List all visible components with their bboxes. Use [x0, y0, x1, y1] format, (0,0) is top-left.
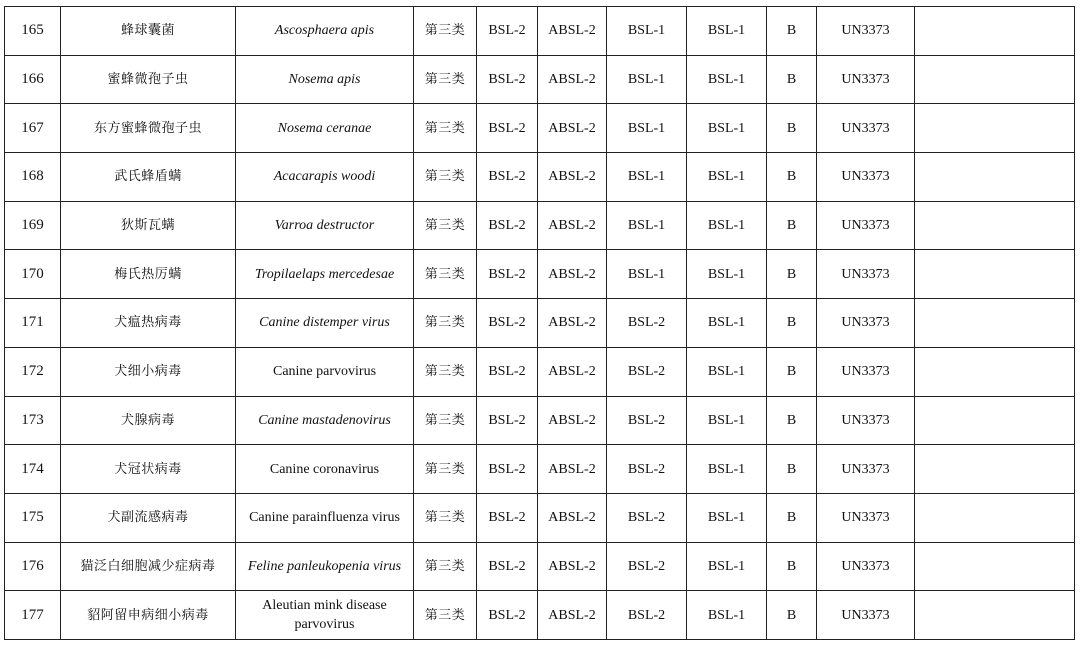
cell-animal-lab-level: ABSL-2 — [538, 493, 607, 542]
cell-level-3: BSL-2 — [607, 493, 687, 542]
cell-level-4: BSL-1 — [687, 7, 767, 56]
cell-transport-class: B — [767, 347, 817, 396]
cell-number: 174 — [5, 445, 61, 494]
cell-number: 173 — [5, 396, 61, 445]
cell-transport-class: B — [767, 7, 817, 56]
cell-level-4: BSL-1 — [687, 493, 767, 542]
cell-animal-lab-level: ABSL-2 — [538, 445, 607, 494]
cell-scientific-name: Canine parainfluenza virus — [236, 493, 414, 542]
cell-chinese-name: 猫泛白细胞减少症病毒 — [61, 542, 236, 591]
cell-chinese-name: 犬瘟热病毒 — [61, 299, 236, 348]
table-row — [5, 250, 1075, 299]
cell-category: 第三类 — [414, 445, 477, 494]
cell-level-3: BSL-2 — [607, 445, 687, 494]
cell-remarks — [915, 347, 1075, 396]
cell-chinese-name: 蜂球囊菌 — [61, 7, 236, 56]
cell-number: 171 — [5, 299, 61, 348]
cell-chinese-name: 犬细小病毒 — [61, 347, 236, 396]
cell-chinese-name: 蜜蜂微孢子虫 — [61, 55, 236, 104]
cell-animal-lab-level: ABSL-2 — [538, 55, 607, 104]
cell-lab-level: BSL-2 — [477, 493, 538, 542]
cell-level-4: BSL-1 — [687, 55, 767, 104]
table-row — [5, 7, 1075, 56]
pathogen-table — [4, 6, 1075, 640]
cell-level-3: BSL-2 — [607, 347, 687, 396]
cell-number: 168 — [5, 153, 61, 202]
cell-un-number: UN3373 — [817, 250, 915, 299]
cell-transport-class: B — [767, 153, 817, 202]
cell-level-4: BSL-1 — [687, 542, 767, 591]
cell-scientific-name: Canine parvovirus — [236, 347, 414, 396]
cell-chinese-name: 梅氏热厉螨 — [61, 250, 236, 299]
cell-level-4: BSL-1 — [687, 396, 767, 445]
cell-level-4: BSL-1 — [687, 201, 767, 250]
table-row — [5, 493, 1075, 542]
cell-remarks — [915, 7, 1075, 56]
cell-lab-level: BSL-2 — [477, 55, 538, 104]
cell-un-number: UN3373 — [817, 299, 915, 348]
cell-category: 第三类 — [414, 55, 477, 104]
cell-level-3: BSL-1 — [607, 250, 687, 299]
cell-level-4: BSL-1 — [687, 347, 767, 396]
cell-chinese-name: 东方蜜蜂微孢子虫 — [61, 104, 236, 153]
table-row — [5, 104, 1075, 153]
cell-lab-level: BSL-2 — [477, 591, 538, 640]
cell-scientific-name: Canine mastadenovirus — [236, 396, 414, 445]
cell-remarks — [915, 396, 1075, 445]
cell-transport-class: B — [767, 445, 817, 494]
cell-remarks — [915, 104, 1075, 153]
cell-transport-class: B — [767, 55, 817, 104]
cell-level-4: BSL-1 — [687, 591, 767, 640]
cell-scientific-name: Nosema apis — [236, 55, 414, 104]
cell-chinese-name: 貂阿留申病细小病毒 — [61, 591, 236, 640]
cell-number: 170 — [5, 250, 61, 299]
cell-animal-lab-level: ABSL-2 — [538, 347, 607, 396]
cell-scientific-name: Feline panleukopenia virus — [236, 542, 414, 591]
cell-category: 第三类 — [414, 347, 477, 396]
cell-level-4: BSL-1 — [687, 153, 767, 202]
cell-number: 172 — [5, 347, 61, 396]
table-row — [5, 396, 1075, 445]
cell-transport-class: B — [767, 250, 817, 299]
cell-scientific-name: Canine coronavirus — [236, 445, 414, 494]
cell-animal-lab-level: ABSL-2 — [538, 104, 607, 153]
cell-scientific-name: Canine distemper virus — [236, 299, 414, 348]
cell-level-3: BSL-2 — [607, 299, 687, 348]
cell-level-3: BSL-1 — [607, 7, 687, 56]
table-row — [5, 591, 1075, 640]
cell-category: 第三类 — [414, 7, 477, 56]
cell-animal-lab-level: ABSL-2 — [538, 201, 607, 250]
table-row — [5, 299, 1075, 348]
cell-animal-lab-level: ABSL-2 — [538, 7, 607, 56]
cell-transport-class: B — [767, 104, 817, 153]
cell-category: 第三类 — [414, 153, 477, 202]
cell-level-4: BSL-1 — [687, 250, 767, 299]
cell-un-number: UN3373 — [817, 396, 915, 445]
cell-level-3: BSL-2 — [607, 542, 687, 591]
cell-animal-lab-level: ABSL-2 — [538, 153, 607, 202]
cell-un-number: UN3373 — [817, 347, 915, 396]
cell-level-4: BSL-1 — [687, 299, 767, 348]
cell-transport-class: B — [767, 396, 817, 445]
cell-lab-level: BSL-2 — [477, 7, 538, 56]
table-row — [5, 201, 1075, 250]
cell-level-4: BSL-1 — [687, 445, 767, 494]
table-row — [5, 153, 1075, 202]
cell-lab-level: BSL-2 — [477, 153, 538, 202]
cell-lab-level: BSL-2 — [477, 347, 538, 396]
cell-category: 第三类 — [414, 493, 477, 542]
cell-scientific-name: Nosema ceranae — [236, 104, 414, 153]
cell-level-3: BSL-2 — [607, 396, 687, 445]
cell-level-4: BSL-1 — [687, 104, 767, 153]
cell-lab-level: BSL-2 — [477, 299, 538, 348]
cell-remarks — [915, 55, 1075, 104]
cell-chinese-name: 犬冠状病毒 — [61, 445, 236, 494]
cell-remarks — [915, 591, 1075, 640]
cell-scientific-name: Acacarapis woodi — [236, 153, 414, 202]
cell-level-3: BSL-2 — [607, 591, 687, 640]
cell-number: 176 — [5, 542, 61, 591]
cell-chinese-name: 狄斯瓦螨 — [61, 201, 236, 250]
cell-remarks — [915, 299, 1075, 348]
cell-remarks — [915, 250, 1075, 299]
cell-category: 第三类 — [414, 104, 477, 153]
table-body — [5, 7, 1075, 640]
cell-remarks — [915, 201, 1075, 250]
table-row — [5, 542, 1075, 591]
cell-animal-lab-level: ABSL-2 — [538, 542, 607, 591]
table-row — [5, 347, 1075, 396]
cell-scientific-name: Ascosphaera apis — [236, 7, 414, 56]
cell-category: 第三类 — [414, 201, 477, 250]
cell-lab-level: BSL-2 — [477, 201, 538, 250]
cell-number: 165 — [5, 7, 61, 56]
cell-remarks — [915, 445, 1075, 494]
cell-animal-lab-level: ABSL-2 — [538, 591, 607, 640]
cell-lab-level: BSL-2 — [477, 250, 538, 299]
cell-number: 177 — [5, 591, 61, 640]
cell-transport-class: B — [767, 542, 817, 591]
cell-transport-class: B — [767, 591, 817, 640]
cell-number: 166 — [5, 55, 61, 104]
cell-un-number: UN3373 — [817, 591, 915, 640]
cell-remarks — [915, 542, 1075, 591]
cell-lab-level: BSL-2 — [477, 542, 538, 591]
cell-transport-class: B — [767, 299, 817, 348]
cell-animal-lab-level: ABSL-2 — [538, 396, 607, 445]
cell-category: 第三类 — [414, 591, 477, 640]
cell-lab-level: BSL-2 — [477, 104, 538, 153]
cell-un-number: UN3373 — [817, 153, 915, 202]
cell-scientific-name: Aleutian mink disease parvovirus — [236, 591, 414, 640]
cell-un-number: UN3373 — [817, 201, 915, 250]
table-row — [5, 445, 1075, 494]
cell-un-number: UN3373 — [817, 542, 915, 591]
cell-number: 167 — [5, 104, 61, 153]
cell-un-number: UN3373 — [817, 55, 915, 104]
cell-number: 169 — [5, 201, 61, 250]
cell-un-number: UN3373 — [817, 104, 915, 153]
cell-level-3: BSL-1 — [607, 55, 687, 104]
cell-lab-level: BSL-2 — [477, 445, 538, 494]
cell-number: 175 — [5, 493, 61, 542]
table-row — [5, 55, 1075, 104]
cell-remarks — [915, 493, 1075, 542]
cell-level-3: BSL-1 — [607, 201, 687, 250]
cell-level-3: BSL-1 — [607, 104, 687, 153]
cell-transport-class: B — [767, 201, 817, 250]
cell-animal-lab-level: ABSL-2 — [538, 299, 607, 348]
cell-category: 第三类 — [414, 299, 477, 348]
cell-un-number: UN3373 — [817, 7, 915, 56]
cell-category: 第三类 — [414, 250, 477, 299]
cell-un-number: UN3373 — [817, 445, 915, 494]
cell-chinese-name: 武氏蜂盾螨 — [61, 153, 236, 202]
cell-chinese-name: 犬副流感病毒 — [61, 493, 236, 542]
cell-scientific-name: Tropilaelaps mercedesae — [236, 250, 414, 299]
cell-category: 第三类 — [414, 396, 477, 445]
cell-category: 第三类 — [414, 542, 477, 591]
cell-chinese-name: 犬腺病毒 — [61, 396, 236, 445]
cell-un-number: UN3373 — [817, 493, 915, 542]
cell-scientific-name: Varroa destructor — [236, 201, 414, 250]
cell-remarks — [915, 153, 1075, 202]
cell-lab-level: BSL-2 — [477, 396, 538, 445]
cell-transport-class: B — [767, 493, 817, 542]
cell-level-3: BSL-1 — [607, 153, 687, 202]
cell-animal-lab-level: ABSL-2 — [538, 250, 607, 299]
